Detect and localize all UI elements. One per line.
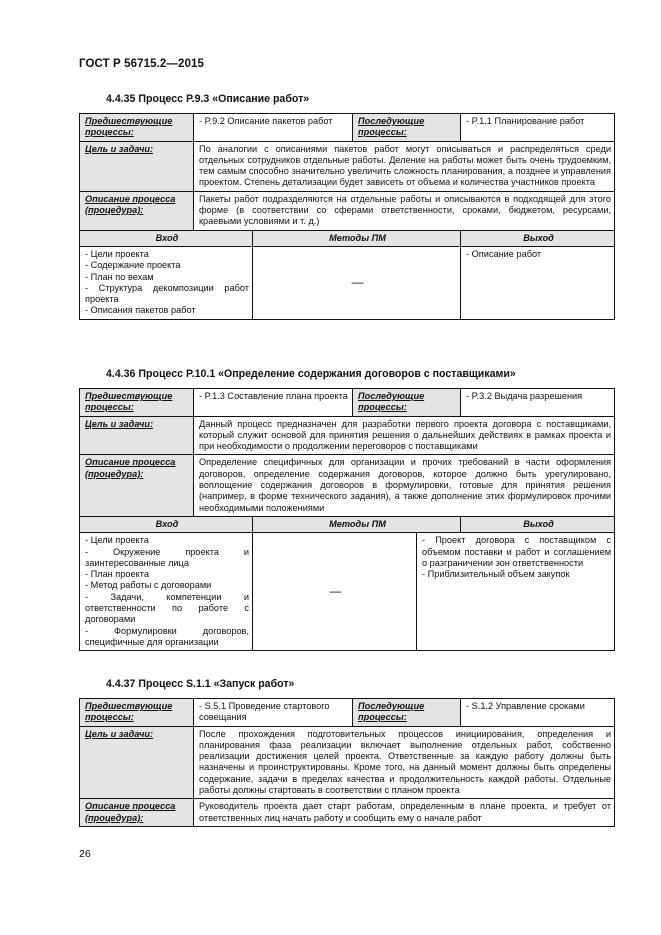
output-cell [461, 246, 615, 319]
methods-cell [253, 246, 461, 319]
output-header: Выход [461, 516, 615, 532]
section-title: 4.4.37 Процесс S.1.1 «Запуск работ» [106, 678, 295, 690]
goals-label: Цель и задачи: [85, 418, 154, 429]
description-label: Описание процесса (процедура): [85, 457, 176, 479]
table-row [80, 516, 615, 532]
successor-label-cell [353, 389, 461, 417]
process-table [79, 698, 615, 827]
list-item: - План по вехам [85, 271, 154, 282]
successor-value: - S.1.2 Управление сроками [461, 699, 615, 727]
list-item: - Содержание проекта [85, 260, 181, 271]
table-row [80, 191, 615, 230]
list-item: - Окружение проекта и заинтересованные лица [85, 546, 249, 568]
goals-label-cell [80, 726, 194, 799]
input-header: Вход [80, 230, 253, 246]
description-label: Описание процесса (процедура): [85, 193, 176, 216]
list-item: - Цели проекта [85, 248, 149, 259]
document-standard-number: ГОСТ Р 56715.2—2015 [79, 58, 204, 70]
predecessor-label-cell [80, 114, 194, 142]
input-list [85, 249, 249, 317]
table-row [80, 114, 615, 142]
page-number: 26 [79, 848, 91, 860]
input-header: Вход [80, 516, 253, 532]
section-title: 4.4.35 Процесс P.9.3 «Описание работ» [106, 93, 310, 105]
list-item: - Проект договора с поставщиком с объемом поставки и работ и соглашением о разграничении зон ответственности [422, 535, 612, 568]
description-label-cell [80, 191, 194, 230]
description-text: Руководитель проекта дает старт работам, определенным в плане проекта, и требует от ответственных лиц начать работу и сообщить ему о начале работ [194, 799, 615, 827]
table-row [80, 246, 615, 319]
methods-header: Методы ПМ [253, 516, 461, 532]
section-4-4-37 [79, 678, 614, 827]
section-title: 4.4.36 Процесс P.10.1 «Определение содержания договоров с поставщиками» [106, 368, 516, 380]
successor-label-cell [353, 699, 461, 727]
successor-value: - P.1.1 Планирование работ [461, 114, 615, 142]
successor-label: Последующие процессы: [358, 116, 425, 138]
table-row [80, 389, 615, 417]
goals-text: После прохождения подготовительных процессов инициирования, определения и планирования фаза реализации включает выполнение отдельных работ, собственно реализации достижения целей проекта. Ответственные за каждую работу должны быть назначены и проинструктированы. Кроме того, на данный момент должны быть определены содержание, задачи в пределах качества и продолжительность каждой работы. Отдельные работы должны стартовать в соответствии с планом проекта [194, 726, 615, 799]
predecessor-value: - S.5.1 Проведение стартового совещания [194, 699, 353, 727]
list-item: - Цели проекта [85, 535, 149, 546]
table-row [80, 230, 615, 246]
list-item: - Структура декомпозиции работ проекта [85, 282, 249, 305]
goals-text: Данный процесс предназначен для разработки первого проекта договора с поставщиками, который служит основой для принятия решения о дальнейших действиях в рамках проекта и при необходимости о продолжении переговоров с поставщиками [194, 416, 615, 455]
list-item: - Задачи, компетенции и ответственности по работе с договорами [85, 591, 249, 625]
goals-label-cell [80, 141, 194, 191]
goals-text: По аналогии с описаниями пакетов работ могут описываться и распределяться среди отдельных сотрудников отдельные работы. Деление на работы может быть очень трудоемким, тем самым способно значительно увеличить сложность планирования, а позднее и управления проектом. Степень детализации будет зависеть от объема и количества участников проекта [194, 141, 615, 191]
predecessor-value: - P.1.3 Составление плана проекта [194, 389, 353, 417]
section-4-4-35 [79, 93, 614, 320]
description-text: Определение специфичных для организации и прочих требований в части оформления договоров, определение содержания договоров, которое должно быть урегулировано, воплощение содержания договоров в формулировки, готовые для принятия решения (например, в форме технического задания), а также дополнение этих формулировок прочими необходимыми положениями [194, 455, 615, 516]
table-row [80, 799, 615, 827]
predecessor-label: Предшествующие процессы: [85, 391, 173, 413]
table-row [80, 533, 615, 651]
successor-label-cell [353, 114, 461, 142]
output-cell [417, 533, 615, 651]
goals-label: Цель и задачи: [85, 728, 154, 739]
successor-value: - P.3.2 Выдача разрешения [461, 389, 615, 417]
list-item: - Описание работ [466, 248, 542, 259]
goals-label-cell [80, 416, 194, 455]
process-table [79, 388, 615, 651]
description-label: Описание процесса (процедура): [85, 801, 176, 823]
predecessor-label: Предшествующие процессы: [85, 116, 173, 138]
goals-label: Цель и задачи: [85, 143, 154, 154]
input-cell [80, 533, 253, 651]
methods-header: Методы ПМ [253, 230, 461, 246]
input-list [85, 535, 249, 648]
table-row [80, 455, 615, 516]
description-label-cell [80, 799, 194, 827]
list-item: - Приблизительный объем закупок [422, 569, 570, 580]
predecessor-value: - P.9.2 Описание пакетов работ [194, 114, 353, 142]
methods-value: — [329, 583, 342, 598]
description-label-cell [80, 455, 194, 516]
description-text: Пакеты работ подразделяются на отдельные работы и описываются в подходящей для этого форме (в соответствии со сферами ответственности, сроками, бюджетом, ресурсами, краевыми условиями и т. д.) [194, 191, 615, 230]
list-item: - План проекта [85, 569, 149, 580]
process-table [79, 113, 615, 320]
methods-cell [253, 533, 417, 651]
table-row [80, 416, 615, 455]
output-header: Выход [461, 230, 615, 246]
successor-label: Последующие процессы: [358, 701, 425, 723]
table-row [80, 726, 615, 799]
output-list [422, 535, 611, 580]
output-list [466, 249, 611, 260]
list-item: - Формулировки договоров, специфичные для организации [85, 625, 249, 647]
methods-value: — [351, 274, 364, 289]
list-item: - Описания пакетов работ [85, 305, 196, 316]
predecessor-label-cell [80, 699, 194, 727]
table-row [80, 699, 615, 727]
table-row [80, 141, 615, 191]
input-cell [80, 246, 253, 319]
list-item: - Метод работы с договорами [85, 580, 212, 591]
predecessor-label-cell [80, 389, 194, 417]
section-4-4-36 [79, 368, 614, 651]
successor-label: Последующие процессы: [358, 391, 425, 413]
predecessor-label: Предшествующие процессы: [85, 701, 173, 723]
